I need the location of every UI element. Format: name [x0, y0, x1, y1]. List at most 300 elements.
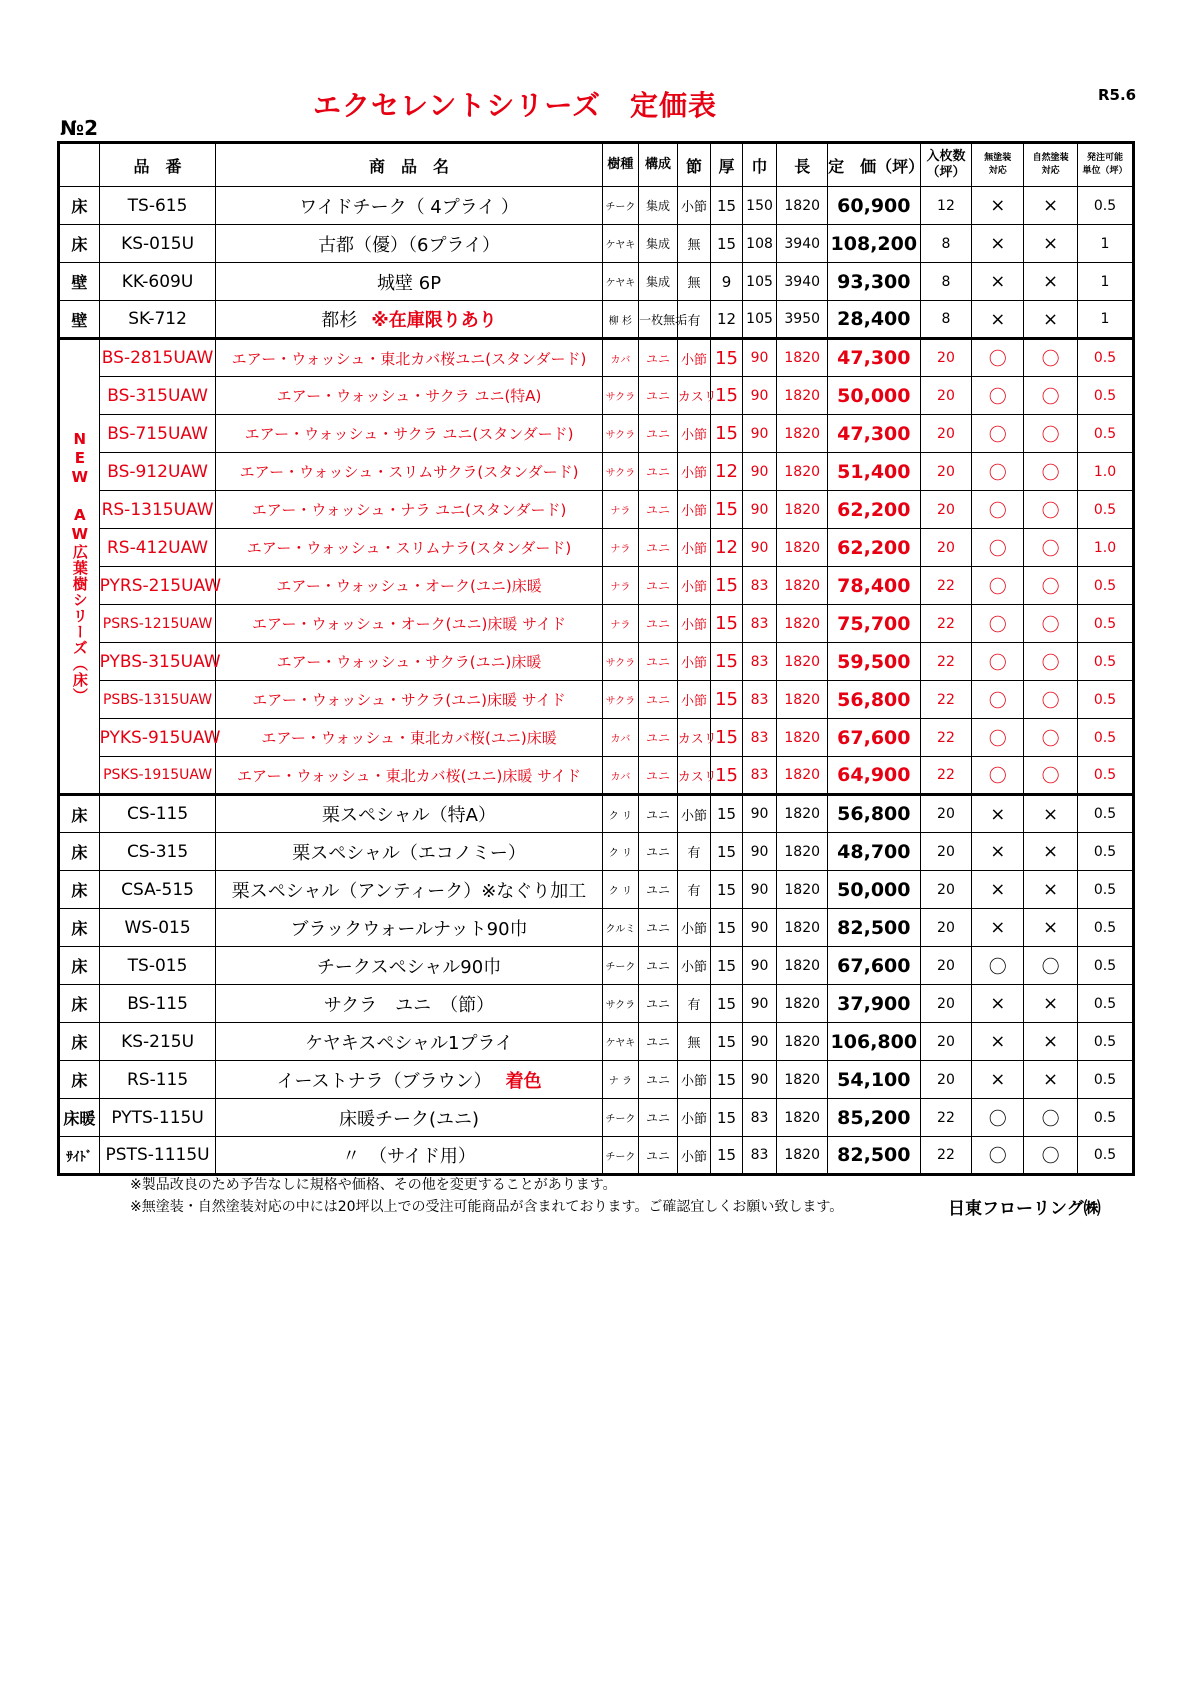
natural-paint-mark: 〇: [1024, 567, 1078, 605]
width-cell: 150: [742, 187, 777, 225]
table-row: [59, 605, 1134, 643]
length-cell: 1820: [777, 453, 828, 491]
unpainted-mark: 〇: [972, 643, 1024, 681]
order-unit-cell: 0.5: [1078, 567, 1134, 605]
natural-paint-mark: 〇: [1024, 719, 1078, 757]
qty-cell: 22: [920, 643, 972, 681]
product-name: エアー・ウォッシュ・東北カバ桜(ユニ)床暖 サイド: [216, 757, 602, 795]
col-name: 商 品 名: [216, 143, 602, 187]
length-cell: 1820: [777, 757, 828, 795]
length-cell: 1820: [777, 1099, 828, 1137]
width-cell: 90: [742, 491, 777, 529]
length-cell: 1820: [777, 909, 828, 947]
wood-cell: サクラ: [602, 681, 639, 719]
price-cell: 62,200: [828, 491, 920, 529]
order-unit-cell: 0.5: [1078, 605, 1134, 643]
qty-cell: 22: [920, 757, 972, 795]
product-name-cell: [216, 187, 602, 225]
product-name: サクラ ユニ （節）: [323, 994, 495, 1016]
natural-paint-mark: 〇: [1024, 377, 1078, 415]
width-cell: 90: [742, 833, 777, 871]
table-row: [59, 263, 1134, 301]
length-cell: 1820: [777, 681, 828, 719]
product-code: TS-015: [99, 947, 216, 985]
natural-paint-mark: 〇: [1024, 1137, 1078, 1175]
product-name-cell: [216, 1137, 602, 1175]
thickness-cell: 15: [711, 1099, 742, 1137]
thickness-cell: 15: [711, 187, 742, 225]
length-cell: 1820: [777, 1137, 828, 1175]
composition-cell: ユニ: [639, 1099, 678, 1137]
qty-cell: 12: [920, 187, 972, 225]
knot-cell: カスリ: [677, 757, 711, 795]
knot-cell: 有: [677, 301, 711, 339]
thickness-cell: 15: [711, 491, 742, 529]
price-cell: 47,300: [828, 339, 920, 377]
price-cell: 62,200: [828, 529, 920, 567]
table-row: [59, 1023, 1134, 1061]
product-code: RS-115: [99, 1061, 216, 1099]
length-cell: 1820: [777, 415, 828, 453]
qty-cell: 20: [920, 795, 972, 833]
order-unit-cell: 0.5: [1078, 1137, 1134, 1175]
table-row: [59, 1099, 1134, 1137]
width-cell: 90: [742, 985, 777, 1023]
product-name: エアー・ウォッシュ・サクラ ユニ(特A): [216, 377, 602, 415]
product-name-cell: [216, 871, 602, 909]
product-code: PSRS-1215UAW: [99, 605, 216, 643]
knot-cell: 無: [677, 1023, 711, 1061]
qty-cell: 20: [920, 339, 972, 377]
thickness-cell: 15: [711, 339, 742, 377]
price-cell: 64,900: [828, 757, 920, 795]
category-cell: 床: [59, 947, 100, 985]
price-cell: 67,600: [828, 947, 920, 985]
width-cell: 108: [742, 225, 777, 263]
company-name: 日東フローリング㈱: [948, 1199, 1101, 1219]
table-row: [59, 795, 1134, 833]
wood-cell: サクラ: [602, 377, 639, 415]
category-cell: 床: [59, 909, 100, 947]
product-code: BS-2815UAW: [99, 339, 216, 377]
qty-cell: 20: [920, 453, 972, 491]
price-cell: 78,400: [828, 567, 920, 605]
width-cell: 83: [742, 757, 777, 795]
product-name: エアー・ウォッシュ・スリムナラ(スタンダード): [216, 529, 602, 567]
natural-paint-mark: 〇: [1024, 1099, 1078, 1137]
wood-cell: ナラ: [602, 529, 639, 567]
natural-paint-mark: ×: [1024, 833, 1078, 871]
length-cell: 1820: [777, 643, 828, 681]
width-cell: 90: [742, 453, 777, 491]
composition-cell: 集成: [639, 225, 678, 263]
qty-cell: 22: [920, 605, 972, 643]
product-name: エアー・ウォッシュ・オーク(ユニ)床暖 サイド: [216, 605, 602, 643]
product-name: エアー・ウォッシュ・サクラ ユニ(スタンダード): [216, 415, 602, 453]
product-name-cell: [216, 301, 602, 339]
unpainted-mark: 〇: [972, 339, 1024, 377]
thickness-cell: 15: [711, 415, 742, 453]
col-qty: 入枚数 （坪）: [920, 143, 972, 187]
category-cell: 壁: [59, 301, 100, 339]
natural-paint-mark: ×: [1024, 795, 1078, 833]
unpainted-mark: ×: [972, 301, 1024, 339]
unpainted-mark: 〇: [972, 605, 1024, 643]
price-cell: 47,300: [828, 415, 920, 453]
length-cell: 3950: [777, 301, 828, 339]
length-cell: 1820: [777, 567, 828, 605]
order-unit-cell: 0.5: [1078, 377, 1134, 415]
natural-paint-mark: 〇: [1024, 453, 1078, 491]
qty-cell: 22: [920, 1099, 972, 1137]
wood-cell: サクラ: [602, 453, 639, 491]
page-number: №2: [60, 116, 98, 140]
category-cell: 床: [59, 225, 100, 263]
width-cell: 105: [742, 301, 777, 339]
product-note: 着色: [505, 1070, 542, 1092]
natural-paint-mark: 〇: [1024, 757, 1078, 795]
product-name: エアー・ウォッシュ・東北カバ桜(ユニ)床暖: [216, 719, 602, 757]
unpainted-mark: ×: [972, 833, 1024, 871]
order-unit-cell: 1.0: [1078, 453, 1134, 491]
thickness-cell: 15: [711, 1023, 742, 1061]
table-row: [59, 833, 1134, 871]
wood-cell: クルミ: [602, 909, 639, 947]
width-cell: 83: [742, 643, 777, 681]
natural-paint-mark: 〇: [1024, 491, 1078, 529]
natural-paint-mark: ×: [1024, 301, 1078, 339]
thickness-cell: 15: [711, 681, 742, 719]
thickness-cell: 12: [711, 453, 742, 491]
thickness-cell: 15: [711, 225, 742, 263]
order-unit-cell: 0.5: [1078, 1061, 1134, 1099]
wood-cell: ケヤキ: [602, 263, 639, 301]
width-cell: 90: [742, 339, 777, 377]
category-cell: 床: [59, 871, 100, 909]
price-cell: 67,600: [828, 719, 920, 757]
table-row: [59, 1137, 1134, 1175]
table-row: [59, 1061, 1134, 1099]
product-name: 栗スペシャル（アンティーク）※なぐり加工: [231, 880, 587, 902]
unpainted-mark: 〇: [972, 529, 1024, 567]
product-code: PSBS-1315UAW: [99, 681, 216, 719]
col-unpainted: 無塗装 対応: [972, 143, 1024, 187]
table-row: [59, 643, 1134, 681]
wood-cell: ケヤキ: [602, 225, 639, 263]
length-cell: 1820: [777, 377, 828, 415]
col-length: 長: [777, 143, 828, 187]
product-name: 栗スペシャル（エコノミー）: [292, 842, 526, 864]
unpainted-mark: 〇: [972, 415, 1024, 453]
price-cell: 93,300: [828, 263, 920, 301]
width-cell: 90: [742, 1023, 777, 1061]
product-name: ワイドチーク（ 4プライ ）: [299, 196, 519, 218]
unpainted-mark: ×: [972, 909, 1024, 947]
order-unit-cell: 0.5: [1078, 643, 1134, 681]
category-cell: 壁: [59, 263, 100, 301]
length-cell: 1820: [777, 187, 828, 225]
qty-cell: 20: [920, 1023, 972, 1061]
qty-cell: 22: [920, 567, 972, 605]
thickness-cell: 15: [711, 833, 742, 871]
product-name: エアー・ウォッシュ・ナラ ユニ(スタンダード): [216, 491, 602, 529]
product-name: 床暖チーク(ユニ): [339, 1108, 480, 1130]
unpainted-mark: ×: [972, 985, 1024, 1023]
table-row: [59, 187, 1134, 225]
product-name: エアー・ウォッシュ・サクラ(ユニ)床暖: [216, 643, 602, 681]
wood-cell: ナラ: [602, 491, 639, 529]
product-code: PYKS-915UAW: [99, 719, 216, 757]
natural-paint-mark: ×: [1024, 1023, 1078, 1061]
thickness-cell: 15: [711, 757, 742, 795]
table-row: [59, 415, 1134, 453]
product-code: PSTS-1115U: [99, 1137, 216, 1175]
qty-cell: 20: [920, 985, 972, 1023]
qty-cell: 20: [920, 491, 972, 529]
knot-cell: 小節: [677, 453, 711, 491]
unpainted-mark: ×: [972, 795, 1024, 833]
composition-cell: ユニ: [639, 453, 678, 491]
wood-cell: サクラ: [602, 643, 639, 681]
thickness-cell: 15: [711, 377, 742, 415]
category-cell: 床暖: [59, 1099, 100, 1137]
width-cell: 90: [742, 909, 777, 947]
knot-cell: 小節: [677, 681, 711, 719]
product-name: ブラックウォールナット90巾: [290, 918, 528, 940]
table-row: [59, 225, 1134, 263]
table-row: [59, 491, 1134, 529]
length-cell: 1820: [777, 985, 828, 1023]
knot-cell: 小節: [677, 529, 711, 567]
table-row: [59, 681, 1134, 719]
natural-paint-mark: 〇: [1024, 947, 1078, 985]
composition-cell: ユニ: [639, 1023, 678, 1061]
length-cell: 1820: [777, 529, 828, 567]
width-cell: 90: [742, 947, 777, 985]
qty-cell: 8: [920, 225, 972, 263]
product-code: KK-609U: [99, 263, 216, 301]
thickness-cell: 15: [711, 1137, 742, 1175]
table-row: [59, 301, 1134, 339]
product-code: PSKS-1915UAW: [99, 757, 216, 795]
knot-cell: 有: [677, 833, 711, 871]
length-cell: 1820: [777, 339, 828, 377]
wood-cell: カバ: [602, 757, 639, 795]
qty-cell: 22: [920, 1137, 972, 1175]
col-price: 定 価（坪）: [828, 143, 920, 187]
unpainted-mark: ×: [972, 871, 1024, 909]
knot-cell: 小節: [677, 415, 711, 453]
unpainted-mark: 〇: [972, 947, 1024, 985]
product-name: エアー・ウォッシュ・サクラ(ユニ)床暖 サイド: [216, 681, 602, 719]
product-name-cell: [216, 985, 602, 1023]
width-cell: 83: [742, 681, 777, 719]
thickness-cell: 15: [711, 795, 742, 833]
product-code: RS-1315UAW: [99, 491, 216, 529]
length-cell: 1820: [777, 491, 828, 529]
thickness-cell: 15: [711, 985, 742, 1023]
page-title: エクセレントシリーズ 定価表: [313, 89, 717, 122]
thickness-cell: 15: [711, 605, 742, 643]
unpainted-mark: 〇: [972, 1137, 1024, 1175]
knot-cell: 小節: [677, 795, 711, 833]
wood-cell: チーク: [602, 947, 639, 985]
knot-cell: 小節: [677, 909, 711, 947]
composition-cell: ユニ: [639, 833, 678, 871]
order-unit-cell: 0.5: [1078, 681, 1134, 719]
col-natural-paint: 自然塗装 対応: [1024, 143, 1078, 187]
composition-cell: ユニ: [639, 339, 678, 377]
unpainted-mark: 〇: [972, 491, 1024, 529]
table-row: [59, 567, 1134, 605]
product-name-cell: [216, 263, 602, 301]
price-cell: 108,200: [828, 225, 920, 263]
length-cell: 1820: [777, 871, 828, 909]
product-code: RS-412UAW: [99, 529, 216, 567]
col-category: [59, 143, 100, 187]
col-wood: 樹種: [602, 143, 639, 187]
product-code: PYRS-215UAW: [99, 567, 216, 605]
knot-cell: 小節: [677, 643, 711, 681]
category-cell: 床: [59, 833, 100, 871]
price-cell: 82,500: [828, 909, 920, 947]
knot-cell: 有: [677, 985, 711, 1023]
order-unit-cell: 0.5: [1078, 833, 1134, 871]
composition-cell: ユニ: [639, 985, 678, 1023]
product-name: 〃 （サイド用）: [342, 1146, 476, 1167]
price-cell: 37,900: [828, 985, 920, 1023]
unpainted-mark: 〇: [972, 567, 1024, 605]
col-thickness: 厚: [711, 143, 742, 187]
unpainted-mark: 〇: [972, 719, 1024, 757]
table-row: [59, 719, 1134, 757]
thickness-cell: 15: [711, 909, 742, 947]
composition-cell: 集成: [639, 263, 678, 301]
width-cell: 83: [742, 719, 777, 757]
price-cell: 50,000: [828, 377, 920, 415]
wood-cell: ナ ラ: [602, 1061, 639, 1099]
knot-cell: 小節: [677, 947, 711, 985]
order-unit-cell: 1: [1078, 263, 1134, 301]
category-cell: 床: [59, 795, 100, 833]
knot-cell: 小節: [677, 1099, 711, 1137]
product-name: チークスペシャル90巾: [316, 956, 502, 978]
product-name: エアー・ウォッシュ・東北カバ桜ユニ(スタンダード): [216, 339, 602, 377]
composition-cell: 一枚無垢: [639, 301, 678, 339]
thickness-cell: 12: [711, 529, 742, 567]
width-cell: 83: [742, 567, 777, 605]
knot-cell: 小節: [677, 567, 711, 605]
product-code: PYTS-115U: [99, 1099, 216, 1137]
product-code: SK-712: [99, 301, 216, 339]
table-row: [59, 757, 1134, 795]
product-name-cell: [216, 1099, 602, 1137]
composition-cell: ユニ: [639, 377, 678, 415]
product-name-cell: [216, 225, 602, 263]
product-code: BS-715UAW: [99, 415, 216, 453]
order-unit-cell: 0.5: [1078, 947, 1134, 985]
knot-cell: カスリ: [677, 719, 711, 757]
wood-cell: サクラ: [602, 415, 639, 453]
product-code: TS-615: [99, 187, 216, 225]
product-name-cell: [216, 833, 602, 871]
natural-paint-mark: 〇: [1024, 681, 1078, 719]
wood-cell: カバ: [602, 339, 639, 377]
table-row: [59, 871, 1134, 909]
thickness-cell: 15: [711, 567, 742, 605]
unpainted-mark: ×: [972, 1061, 1024, 1099]
length-cell: 1820: [777, 947, 828, 985]
wood-cell: ナラ: [602, 605, 639, 643]
natural-paint-mark: 〇: [1024, 605, 1078, 643]
knot-cell: 無: [677, 263, 711, 301]
table-row: [59, 453, 1134, 491]
qty-cell: 20: [920, 909, 972, 947]
product-note: ※在庫限りあり: [371, 310, 497, 331]
col-composition: 構成: [639, 143, 678, 187]
wood-cell: カバ: [602, 719, 639, 757]
price-cell: 106,800: [828, 1023, 920, 1061]
col-knot: 節: [677, 143, 711, 187]
order-unit-cell: 0.5: [1078, 187, 1134, 225]
knot-cell: 小節: [677, 187, 711, 225]
composition-cell: ユニ: [639, 719, 678, 757]
natural-paint-mark: 〇: [1024, 339, 1078, 377]
category-cell: 床: [59, 1023, 100, 1061]
wood-cell: チーク: [602, 187, 639, 225]
wood-cell: 柳 杉: [602, 301, 639, 339]
qty-cell: 20: [920, 947, 972, 985]
price-cell: 82,500: [828, 1137, 920, 1175]
composition-cell: ユニ: [639, 909, 678, 947]
qty-cell: 22: [920, 719, 972, 757]
composition-cell: ユニ: [639, 567, 678, 605]
order-unit-cell: 0.5: [1078, 871, 1134, 909]
knot-cell: 無: [677, 225, 711, 263]
order-unit-cell: 1: [1078, 301, 1134, 339]
composition-cell: 集成: [639, 187, 678, 225]
length-cell: 1820: [777, 719, 828, 757]
price-cell: 60,900: [828, 187, 920, 225]
wood-cell: ク リ: [602, 871, 639, 909]
natural-paint-mark: 〇: [1024, 415, 1078, 453]
length-cell: 1820: [777, 605, 828, 643]
product-name: 古都（優）（6プライ）: [318, 234, 500, 256]
composition-cell: ユニ: [639, 605, 678, 643]
price-cell: 75,700: [828, 605, 920, 643]
natural-paint-mark: 〇: [1024, 529, 1078, 567]
product-code: KS-015U: [99, 225, 216, 263]
thickness-cell: 15: [711, 947, 742, 985]
order-unit-cell: 0.5: [1078, 795, 1134, 833]
order-unit-cell: 0.5: [1078, 719, 1134, 757]
unpainted-mark: 〇: [972, 453, 1024, 491]
composition-cell: ユニ: [639, 681, 678, 719]
col-code: 品 番: [99, 143, 216, 187]
wood-cell: チーク: [602, 1137, 639, 1175]
price-cell: 50,000: [828, 871, 920, 909]
width-cell: 83: [742, 1099, 777, 1137]
unpainted-mark: ×: [972, 263, 1024, 301]
thickness-cell: 15: [711, 719, 742, 757]
product-code: BS-912UAW: [99, 453, 216, 491]
revision-label: R5.6: [1098, 86, 1137, 104]
table-row: [59, 909, 1134, 947]
order-unit-cell: 1: [1078, 225, 1134, 263]
composition-cell: ユニ: [639, 491, 678, 529]
knot-cell: 小節: [677, 605, 711, 643]
composition-cell: ユニ: [639, 1137, 678, 1175]
